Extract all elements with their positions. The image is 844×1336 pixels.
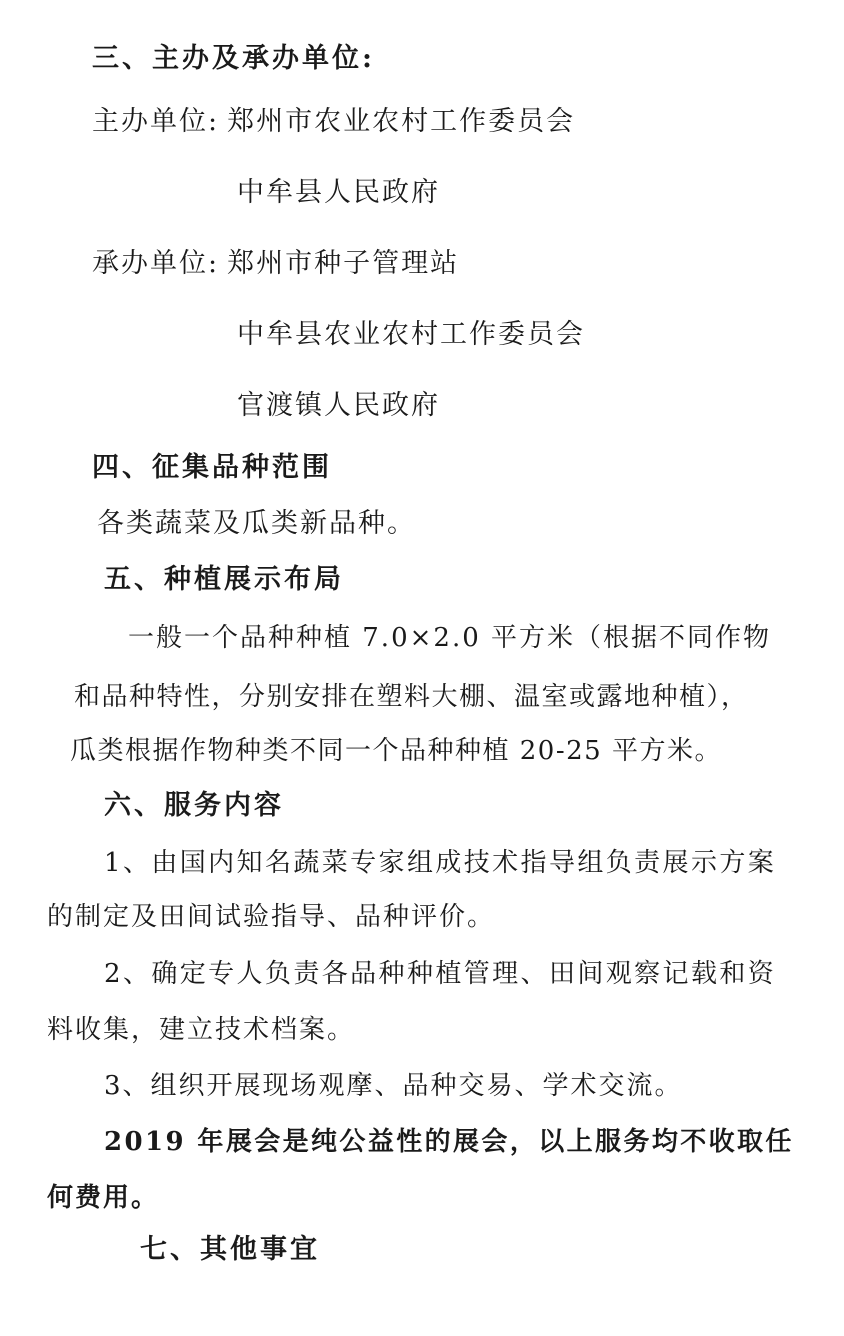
service-item-1-line-2: 的制定及田间试验指导、品种评价。 (47, 902, 496, 932)
section-5-line-3: 瓜类根据作物种类不同一个品种种植 20-25 平方米。 (70, 736, 722, 766)
organizer-label: 主办单位: (92, 106, 220, 137)
co-organizer-row (92, 247, 459, 281)
service-item-3: 3、组织开展现场观摩、品种交易、学术交流。 (104, 1071, 683, 1101)
organizer-row (92, 105, 575, 139)
section-4-body: 各类蔬菜及瓜类新品种。 (97, 508, 416, 539)
co-organizer-label: 承办单位: (92, 248, 220, 279)
section-6-heading: 六、服务内容 (104, 790, 284, 821)
service-item-2-line-2: 料收集，建立技术档案。 (47, 1015, 356, 1045)
organizer-1: 郑州市农业农村工作委员会 (227, 106, 576, 137)
co-organizer-3: 官渡镇人民政府 (237, 390, 440, 421)
section-5-heading: 五、种植展示布局 (104, 564, 344, 595)
service-item-2-line-1: 2、确定专人负责各品种种植管理、田间观察记载和资 (104, 959, 777, 989)
section-4-heading: 四、征集品种范围 (92, 452, 332, 483)
section-5-line-1: 一般一个品种种植 7.0×2.0 平方米（根据不同作物 (128, 623, 772, 653)
co-organizer-1: 郑州市种子管理站 (227, 248, 460, 279)
service-note-line-1: 2019 年展会是纯公益性的展会，以上服务均不收取任 (104, 1127, 794, 1157)
section-3-heading: 三、主办及承办单位: (92, 43, 375, 74)
section-5-line-2: 和品种特性，分别安排在塑料大棚、温室或露地种植）， (74, 682, 749, 712)
service-note-line-2: 何费用。 (47, 1183, 160, 1213)
section-7-heading: 七、其他事宜 (140, 1234, 320, 1265)
organizer-2: 中牟县人民政府 (237, 177, 440, 208)
service-item-1-line-1: 1、由国内知名蔬菜专家组成技术指导组负责展示方案 (104, 848, 777, 878)
co-organizer-2: 中牟县农业农村工作委员会 (237, 319, 585, 350)
